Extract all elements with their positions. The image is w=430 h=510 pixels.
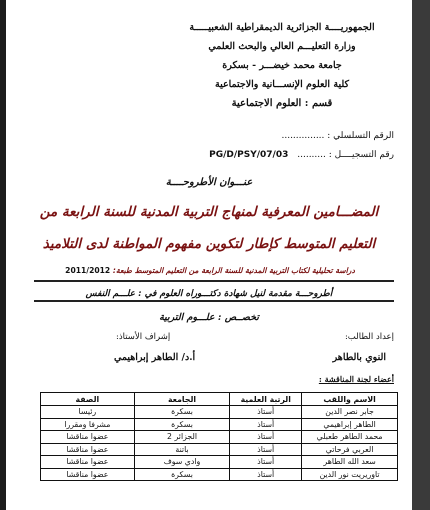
student-name: النوي بالطاهر [332,352,386,363]
column-header-university: الجامعة [134,393,230,406]
supervisor-name: أ.د/ الطاهر إبراهيمي [114,352,196,363]
member-name: سعد الله الطاهر [302,456,398,469]
member-rank: أستاذ [230,443,302,456]
committee-table [40,392,398,481]
table-row [41,443,398,456]
table-row [41,468,398,481]
table-row [41,456,398,469]
member-university: الجزائر 2 [134,431,230,444]
member-rank: أستاذ [230,431,302,444]
registration-row [34,150,394,160]
member-rank: أستاذ [230,406,302,419]
degree-line: أطروحـــة مقدمة لنيل شهادة دكتـــوراه العلوم في : علـــم النفس [85,289,333,299]
divider-top [34,280,394,282]
member-university: باتنة [134,443,230,456]
member-role: عضوا مناقشا [41,468,135,481]
member-university: بسكرة [134,468,230,481]
registration-label: رقم التسجيــــل : .......... [297,150,394,160]
committee-header-row [41,393,398,406]
member-name: الطاهر إبراهيمي [302,418,398,431]
member-name: تاوريريت نور الدين [302,468,398,481]
member-rank: أستاذ [230,456,302,469]
member-name: جابر نصر الدين [302,406,398,419]
university-line: جامعة محمد خيضـــر - بسكرة [222,60,342,71]
thesis-title-label: عنـــوان الأطروحــــة [165,177,253,188]
supervised-by-label: إشراف الأستاذ: [116,332,171,342]
thesis-title-line-1: المضـــامين المعرفية لمنهاج التربية المدنية للسنة الرابعة من [39,204,379,220]
viewer-scroll-edge[interactable] [412,0,430,510]
member-university: بسكرة [134,418,230,431]
member-role: عضوا مناقشا [41,456,135,469]
department-line: قسم : العلوم الاجتماعية [231,98,333,109]
member-university: وادي سوف [134,456,230,469]
member-rank: أستاذ [230,468,302,481]
republic-line: الجمهوريــــة الجزائرية الديمقراطية الشعبيـــــة [189,22,375,33]
thesis-subtitle [14,266,406,275]
serial-number-label: الرقم التسلسلي : ............... [281,131,394,141]
subtitle-text: دراسة تحليلية لكتاب التربية المدنية للسنة الرابعة من التعليم المتوسط طبعة: [112,266,355,275]
table-row [41,431,398,444]
member-rank: أستاذ [230,418,302,431]
table-row [41,418,398,431]
table-row [41,406,398,419]
divider-bottom [34,300,394,302]
registration-code: 03/PG/D/PSY/07 [209,150,289,160]
thesis-title-line-2: التعليم المتوسط كإطار لتكوين مفهوم المواطنة لدى التلاميذ [42,236,376,252]
column-header-rank: الرتبة العلمية [230,393,302,406]
specialty-line: تخصــص : علـــوم التربية [159,312,259,323]
column-header-role: الصفة [41,393,135,406]
member-role: رئيسا [41,406,135,419]
committee-label: أعضاء لجنة المناقشة : [318,374,394,384]
member-role: مشرفا ومقررا [41,418,135,431]
member-role: عضوا مناقشا [41,443,135,456]
member-name: محمد الطاهر طعبلي [302,431,398,444]
faculty-line: كلية العلوم الإنســـانية والاجتماعية [214,79,350,90]
member-name: العربي فرحاتي [302,443,398,456]
member-university: بسكرة [134,406,230,419]
prepared-by-label: إعداد الطالب: [344,332,394,342]
member-role: عضوا مناقشا [41,431,135,444]
ministry-line: وزارة التعليـــم العالي والبحث العلمي [208,41,356,52]
edition-year: 2011/2012 [65,266,111,275]
column-header-name: الاسم واللقب [302,393,398,406]
